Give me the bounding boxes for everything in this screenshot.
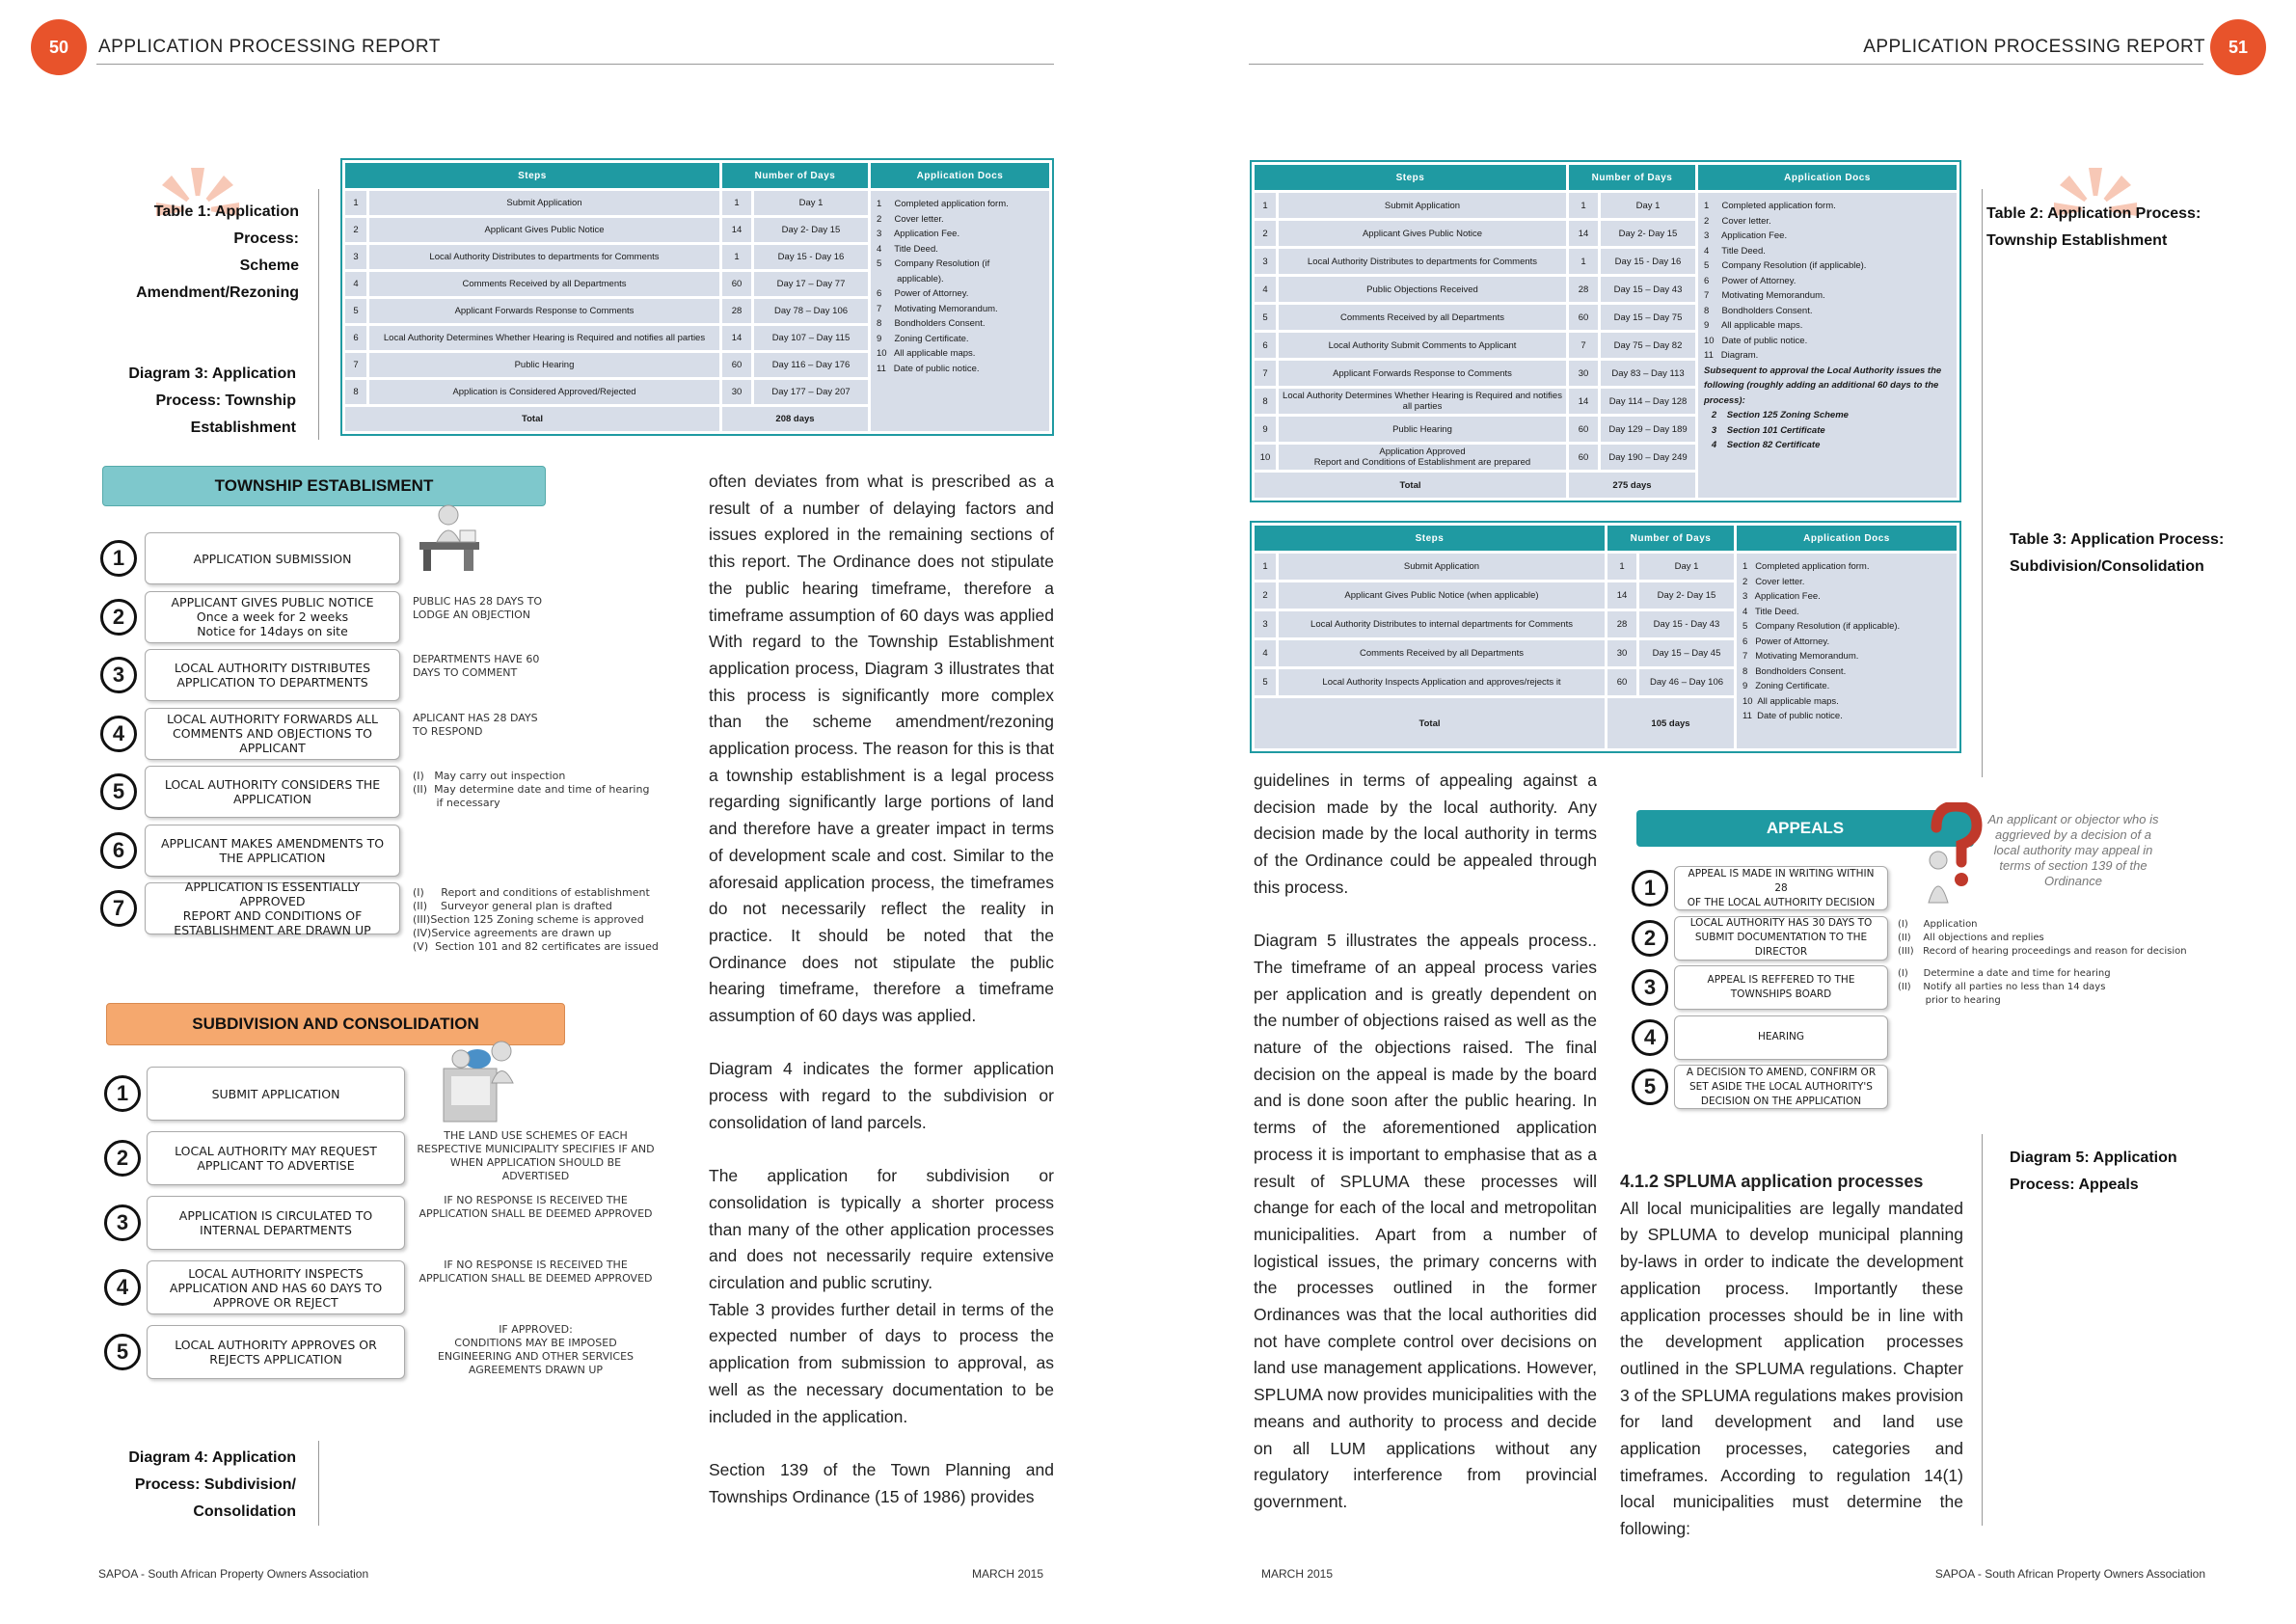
caption-line: Township Establishment bbox=[1986, 232, 2168, 249]
doc-item: 5 Company Resolution (if applicable). bbox=[1704, 260, 1867, 271]
step-note: IF NO RESPONSE IS RECEIVED THE APPLICATION SHALL BE DEEMED APPROVED bbox=[419, 1194, 653, 1220]
step-range: Day 15 - Day 43 bbox=[1639, 611, 1734, 637]
caption-line: Process: Appeals bbox=[2010, 1177, 2139, 1193]
th-steps: Steps bbox=[1255, 165, 1566, 190]
caption-line: Table 2: Application Process: bbox=[1986, 205, 2201, 222]
left-body-column bbox=[709, 469, 1054, 1537]
caption-line: Scheme Amendment/Rezoning bbox=[136, 257, 299, 301]
step-number: 3 bbox=[1255, 249, 1276, 274]
step-number: 4 bbox=[1255, 277, 1276, 302]
step-number-circle: 1 bbox=[104, 1075, 141, 1112]
step-number: 10 bbox=[1255, 445, 1276, 470]
step-days: 14 bbox=[722, 218, 751, 242]
step-range: Day 2- Day 15 bbox=[1639, 582, 1734, 609]
question-figure-icon bbox=[1919, 802, 1986, 908]
step-box bbox=[145, 708, 400, 760]
step-text: SUBMIT APPLICATION bbox=[211, 1086, 340, 1101]
body-paragraph: Diagram 4 indicates the former application process with regard to the subdivision or consolidation of land parcels. bbox=[709, 1059, 1054, 1132]
step-range: Day 15 – Day 45 bbox=[1639, 640, 1734, 666]
footer-left-date: MARCH 2015 bbox=[972, 1567, 1044, 1581]
doc-item: 2 Section 125 Zoning Scheme bbox=[1704, 410, 1849, 420]
step-range: Day 116 – Day 176 bbox=[754, 353, 868, 377]
step-number: 9 bbox=[1255, 417, 1276, 442]
caption-rule bbox=[318, 1441, 319, 1526]
caption-rule bbox=[1982, 189, 1983, 777]
step-days: 1 bbox=[722, 245, 751, 269]
doc-item: 9 Zoning Certificate. bbox=[1742, 681, 1830, 691]
body-paragraph: Section 139 of the Town Planning and Townships Ordinance (15 of 1986) provides bbox=[709, 1459, 1054, 1506]
doc-item: 7 Motivating Memorandum. bbox=[1704, 290, 1825, 301]
step-number-circle: 1 bbox=[100, 540, 137, 577]
step-days: 30 bbox=[1569, 361, 1598, 386]
footer-right-org: SAPOA - South African Property Owners Association bbox=[1934, 1567, 2205, 1581]
step-days: 28 bbox=[722, 299, 751, 323]
step-number-circle: 5 bbox=[104, 1334, 141, 1370]
th-steps: Steps bbox=[345, 163, 719, 188]
th-docs: Application Docs bbox=[1737, 526, 1957, 551]
application-docs bbox=[871, 191, 1049, 431]
step-name: Public Hearing bbox=[1279, 417, 1566, 442]
step-box bbox=[147, 1196, 405, 1250]
step-number-circle: 2 bbox=[100, 599, 137, 636]
step-box bbox=[145, 766, 400, 818]
step-days: 60 bbox=[1569, 305, 1598, 330]
table-row bbox=[1255, 554, 1957, 580]
doc-note: Subsequent to approval the Local Authority issues the following (roughly adding an additional 60 days to the process): bbox=[1704, 365, 1942, 406]
step-range: Day 114 – Day 128 bbox=[1601, 389, 1695, 414]
body-paragraph: Diagram 5 illustrates the appeals process.. The timeframe of an appeal process varies per application and is greatly dependent on the number of objections raised as well as the nature of the objections raised. The final decision on the appeal is made by the board and is done soon after the public hearing. In terms of the aforementioned application process it is important to emphasise that as a result of SPLUMA these processes will change for each of the local and metropolitan municipalities. Apart from a number of logistical issues, the primary concerns with the processes outlined in the former Ordinances was that the local authorities did not have complete control over decisions on land use management applications. However, SPLUMA now provides municipalities with the means and authority to process and decide on all LUM applications without any regulatory interference from provincial government. bbox=[1254, 931, 1597, 1511]
doc-item: 3 Application Fee. bbox=[1704, 230, 1788, 241]
step-number-circle: 6 bbox=[100, 832, 137, 869]
footer-right-date: MARCH 2015 bbox=[1261, 1567, 1334, 1581]
caption-line: Consolidation bbox=[193, 1503, 296, 1520]
step-name: Local Authority Inspects Application and approves/rejects it bbox=[1279, 669, 1605, 695]
step-number: 6 bbox=[345, 326, 366, 350]
step-number-circle: 2 bbox=[104, 1140, 141, 1177]
step-number: 6 bbox=[1255, 333, 1276, 358]
step-number: 1 bbox=[1255, 193, 1276, 218]
step-text: LOCAL AUTHORITY DISTRIBUTES APPLICATION TO DEPARTMENTS bbox=[174, 661, 371, 690]
table1 bbox=[340, 158, 1054, 436]
step-number: 5 bbox=[1255, 669, 1276, 695]
table1-caption bbox=[96, 199, 299, 307]
step-days: 30 bbox=[722, 380, 751, 404]
doc-item: 3 Application Fee. bbox=[877, 229, 960, 239]
step-range: Day 15 - Day 16 bbox=[1601, 249, 1695, 274]
doc-item: 11 Date of public notice. bbox=[1742, 711, 1843, 721]
doc-item: 2 Cover letter. bbox=[1742, 576, 1805, 587]
step-range: Day 107 – Day 115 bbox=[754, 326, 868, 350]
doc-item: 10 All applicable maps. bbox=[1742, 695, 1839, 707]
step-days: 14 bbox=[722, 326, 751, 350]
step-range: Day 1 bbox=[754, 191, 868, 215]
step-text: LOCAL AUTHORITY CONSIDERS THE APPLICATION bbox=[164, 777, 381, 806]
doc-item: 7 Motivating Memorandum. bbox=[1742, 651, 1859, 662]
doc-item: 4 Title Deed. bbox=[1742, 606, 1799, 617]
step-number: 4 bbox=[1255, 640, 1276, 666]
step-text: APPLICANT MAKES AMENDMENTS TO THE APPLICATION bbox=[160, 835, 385, 865]
diagram5-caption bbox=[2010, 1145, 2241, 1199]
step-days: 28 bbox=[1569, 277, 1598, 302]
doc-item: 1 Completed application form. bbox=[877, 199, 1009, 209]
step-note: (I) Determine a date and time for hearing (II) Notify all parties no less than 14 days prior to hearing bbox=[1898, 968, 2111, 1006]
th-docs: Application Docs bbox=[1698, 165, 1957, 190]
doc-item: 10 Date of public notice. bbox=[1704, 335, 1808, 346]
step-note: THE LAND USE SCHEMES OF EACH RESPECTIVE MUNICIPALITY SPECIFIES IF AND WHEN APPLICATION SHOULD BE ADVERTISED bbox=[417, 1129, 655, 1182]
page-number: 51 bbox=[2228, 37, 2249, 57]
step-number: 1 bbox=[345, 191, 366, 215]
page-header-left: APPLICATION PROCESSING REPORT bbox=[98, 37, 441, 57]
step-box bbox=[147, 1131, 405, 1185]
step-number-circle: 4 bbox=[1632, 1019, 1668, 1056]
step-name: Submit Application bbox=[1279, 193, 1566, 218]
step-name: Applicant Gives Public Notice bbox=[1279, 221, 1566, 246]
step-text: APPLICANT GIVES PUBLIC NOTICE Once a week for 2 weeks Notice for 14days on site bbox=[171, 595, 374, 638]
step-box bbox=[1674, 965, 1888, 1010]
step-number: 8 bbox=[345, 380, 366, 404]
doc-item: 9 All applicable maps. bbox=[1704, 320, 1803, 331]
step-name: Local Authority Determines Whether Hearing is Required and notifies all parties bbox=[369, 326, 719, 350]
step-box bbox=[145, 880, 400, 937]
th-steps: Steps bbox=[1255, 526, 1605, 551]
step-text: HEARING bbox=[1757, 1031, 1805, 1042]
step-text: A DECISION TO AMEND, CONFIRM OR SET ASIDE THE LOCAL AUTHORITY'S DECISION ON THE APPLICATION bbox=[1686, 1066, 1877, 1107]
step-days: 60 bbox=[722, 272, 751, 296]
step-name: Application is Considered Approved/Rejected bbox=[369, 380, 719, 404]
step-name: Public Objections Received bbox=[1279, 277, 1566, 302]
step-range: Day 15 – Day 43 bbox=[1601, 277, 1695, 302]
step-range: Day 2- Day 15 bbox=[754, 218, 868, 242]
step-number-circle: 2 bbox=[1632, 920, 1668, 957]
step-number: 8 bbox=[1255, 389, 1276, 414]
step-days: 14 bbox=[1569, 221, 1598, 246]
caption-line: Process: Subdivision/ bbox=[134, 1476, 296, 1493]
step-days: 28 bbox=[1607, 611, 1636, 637]
doc-item: 8 Bondholders Consent. bbox=[1704, 305, 1813, 316]
step-note: DEPARTMENTS HAVE 60 DAYS TO COMMENT bbox=[413, 653, 540, 679]
body-paragraph: guidelines in terms of appealing against a decision made by the local authority. Any decision made by the local authority in terms of the Ordinance could be appealed through this process. bbox=[1254, 771, 1597, 897]
step-number: 7 bbox=[345, 353, 366, 377]
diagram3-title: TOWNSHIP ESTABLISMENT bbox=[102, 466, 546, 506]
table2-body bbox=[1255, 193, 1957, 498]
step-name: Applicant Gives Public Notice (when applicable) bbox=[1279, 582, 1605, 609]
step-number-circle: 7 bbox=[100, 890, 137, 927]
caption-line: Process: Township bbox=[155, 392, 296, 409]
doc-item: 10 All applicable maps. bbox=[877, 348, 976, 359]
doc-item: 8 Bondholders Consent. bbox=[877, 318, 986, 329]
diagram3-caption bbox=[96, 361, 296, 442]
step-box bbox=[147, 1325, 405, 1379]
step-name: Comments Received by all Departments bbox=[369, 272, 719, 296]
table1-body bbox=[345, 191, 1049, 431]
body-paragraph: The application for subdivision or consolidation is typically a shorter process than many of the other application processes and does not necessarily require extensive circulation and public scrutiny. bbox=[709, 1166, 1054, 1293]
caption-line: Diagram 4: Application bbox=[128, 1449, 296, 1466]
step-note: PUBLIC HAS 28 DAYS TO LODGE AN OBJECTION bbox=[413, 594, 543, 621]
step-name: Local Authority Distributes to departments for Comments bbox=[369, 245, 719, 269]
doc-item: 3 Section 101 Certificate bbox=[1704, 424, 1825, 436]
table3-caption bbox=[2010, 527, 2241, 581]
step-number-circle: 3 bbox=[100, 657, 137, 693]
doc-item: 1 Completed application form. bbox=[1742, 561, 1870, 572]
header-rule-left bbox=[96, 64, 1054, 65]
step-name: Submit Application bbox=[369, 191, 719, 215]
doc-item: 1 Completed application form. bbox=[1704, 201, 1836, 211]
desk-figure-icon bbox=[410, 501, 487, 574]
step-days: 7 bbox=[1569, 333, 1598, 358]
step-name: Local Authority Determines Whether Hearing is Required and notifies all parties bbox=[1279, 389, 1566, 414]
doc-item: 7 Motivating Memorandum. bbox=[877, 303, 998, 314]
step-range: Day 46 – Day 106 bbox=[1639, 669, 1734, 695]
step-number-circle: 1 bbox=[1632, 870, 1668, 907]
step-name: Applicant Gives Public Notice bbox=[369, 218, 719, 242]
step-range: Day 15 - Day 16 bbox=[754, 245, 868, 269]
step-days: 1 bbox=[1569, 249, 1598, 274]
application-docs bbox=[1698, 193, 1957, 498]
step-number-circle: 4 bbox=[104, 1269, 141, 1306]
body-paragraph: All local municipalities are legally mandated by SPLUMA to develop municipal planning by-laws in order to indicate the development application process. Importantly these application processes should be in line with the development application processes outlined in the SPLUMA regulations. Chapter 3 of the SPLUMA regulations makes provision for land development and land use application processes, categories and timeframes. According to regulation 14(1) local municipalities must determine the following: bbox=[1620, 1198, 1964, 1539]
table3-body bbox=[1255, 554, 1957, 748]
step-range: Day 1 bbox=[1639, 554, 1734, 580]
step-days: 14 bbox=[1607, 582, 1636, 609]
step-range: Day 1 bbox=[1601, 193, 1695, 218]
step-range: Day 129 – Day 189 bbox=[1601, 417, 1695, 442]
step-text: APPLICATION IS CIRCULATED TO INTERNAL DEPARTMENTS bbox=[178, 1208, 373, 1237]
doc-item: 3 Application Fee. bbox=[1742, 591, 1821, 602]
step-name: Applicant Forwards Response to Comments bbox=[369, 299, 719, 323]
step-name: Local Authority Submit Comments to Applicant bbox=[1279, 333, 1566, 358]
step-days: 14 bbox=[1569, 389, 1598, 414]
doc-item: 6 Power of Attorney. bbox=[1742, 636, 1830, 647]
step-box bbox=[145, 591, 400, 643]
step-box bbox=[147, 1260, 405, 1314]
step-text: APPEAL IS REFFERED TO THE TOWNSHIPS BOARD bbox=[1707, 974, 1855, 1000]
th-days: Number of Days bbox=[1569, 165, 1695, 190]
diagram4-caption bbox=[96, 1445, 296, 1526]
step-text: APPLICATION IS ESSENTIALLY APPROVED REPORT AND CONDITIONS OF ESTABLISHMENT ARE DRAWN UP bbox=[174, 880, 371, 937]
doc-item: 4 Title Deed. bbox=[877, 243, 938, 255]
step-note: (I) Application (II) All objections and replies (III) Record of hearing proceedings and reason for decision bbox=[1898, 918, 2187, 957]
caption-line: Diagram 3: Application bbox=[128, 365, 296, 382]
caption-line: Subdivision/Consolidation bbox=[2010, 558, 2204, 575]
table2-caption bbox=[1986, 201, 2208, 255]
total-label: Total bbox=[1255, 698, 1605, 748]
diagram4-title: SUBDIVISION AND CONSOLIDATION bbox=[106, 1003, 565, 1045]
footer-left-org: SAPOA - South African Property Owners Association bbox=[98, 1567, 369, 1581]
caption-rule bbox=[318, 189, 319, 440]
step-note: APLICANT HAS 28 DAYS TO RESPOND bbox=[413, 711, 538, 738]
step-name: Local Authority Distributes to internal departments for Comments bbox=[1279, 611, 1605, 637]
body-paragraph: often deviates from what is prescribed as a result of a number of delaying factors and issues explored in the remaining sections of this report. The Ordinance does not stipulate the public hearing timeframe, therefore a timeframe assumption of 60 days was applied With regard to the Township Establishment application process, Diagram 3 illustrates that this process is significantly more complex than the scheme amendment/rezoning application process. The reason for this is that a township establishment is a legal process regarding significantly large portions of land and therefore have a greater impact in terms of development scale and cost. Similar to the aforesaid application process, the timeframes do not necessarily reflect the reality in practice. It should be noted that the Ordinance does not stipulate the public hearing timeframe, therefore a timeframe assumption of 60 days was applied. bbox=[709, 472, 1054, 1026]
step-box bbox=[1674, 1015, 1888, 1060]
step-days: 1 bbox=[722, 191, 751, 215]
step-box bbox=[145, 825, 400, 877]
th-days: Number of Days bbox=[1607, 526, 1734, 551]
total-value: 105 days bbox=[1607, 698, 1734, 748]
computer-figure-icon bbox=[424, 1030, 535, 1126]
step-range: Day 190 – Day 249 bbox=[1601, 445, 1695, 470]
step-days: 1 bbox=[1569, 193, 1598, 218]
step-box bbox=[147, 1067, 405, 1121]
step-text: LOCAL AUTHORITY HAS 30 DAYS TO SUBMIT DOCUMENTATION TO THE DIRECTOR bbox=[1689, 917, 1873, 958]
caption-line: Table 3: Application Process: bbox=[2010, 531, 2225, 548]
step-number: 3 bbox=[1255, 611, 1276, 637]
doc-item: 5 Company Resolution (if bbox=[877, 258, 990, 269]
doc-item: 5 Company Resolution (if applicable). bbox=[1742, 621, 1901, 632]
step-range: Day 78 – Day 106 bbox=[754, 299, 868, 323]
step-box bbox=[1674, 1065, 1888, 1109]
step-note: (I) May carry out inspection (II) May determine date and time of hearing if necessary bbox=[413, 770, 650, 809]
step-note: (I) Report and conditions of establishment (II) Surveyor general plan is drafted (III)Section 125 Zoning scheme is approved (IV)Service agreements are drawn up (V) Section 101 and 82 certificates are issued bbox=[413, 886, 659, 953]
step-range: Day 2- Day 15 bbox=[1601, 221, 1695, 246]
page-number-badge-right bbox=[2210, 19, 2266, 75]
step-number: 5 bbox=[345, 299, 366, 323]
step-name: Comments Received by all Departments bbox=[1279, 640, 1605, 666]
table-row bbox=[1255, 193, 1957, 218]
diagram5-title: APPEALS bbox=[1636, 810, 1974, 847]
step-number: 1 bbox=[1255, 554, 1276, 580]
table2 bbox=[1250, 160, 1961, 502]
step-number-circle: 3 bbox=[1632, 969, 1668, 1006]
step-number-circle: 5 bbox=[100, 773, 137, 810]
total-value: 275 days bbox=[1569, 473, 1695, 498]
step-days: 1 bbox=[1607, 554, 1636, 580]
doc-item: 9 Zoning Certificate. bbox=[877, 333, 969, 344]
step-name: Application Approved Report and Conditions of Establishment are prepared bbox=[1279, 445, 1566, 470]
step-range: Day 17 – Day 77 bbox=[754, 272, 868, 296]
step-name: Applicant Forwards Response to Comments bbox=[1279, 361, 1566, 386]
step-range: Day 75 – Day 82 bbox=[1601, 333, 1695, 358]
doc-item: 8 Bondholders Consent. bbox=[1742, 665, 1847, 677]
total-label: Total bbox=[345, 407, 719, 431]
caption-rule bbox=[1982, 1134, 1983, 1526]
th-docs: Application Docs bbox=[871, 163, 1049, 188]
step-name: Local Authority Distributes to departments for Comments bbox=[1279, 249, 1566, 274]
step-number-circle: 4 bbox=[100, 716, 137, 752]
doc-item: 11 Date of public notice. bbox=[877, 363, 980, 374]
step-box bbox=[1674, 866, 1888, 910]
step-number: 2 bbox=[345, 218, 366, 242]
doc-item: applicable). bbox=[877, 273, 944, 284]
step-number: 7 bbox=[1255, 361, 1276, 386]
doc-item: 2 Cover letter. bbox=[1704, 215, 1771, 227]
step-name: Submit Application bbox=[1279, 554, 1605, 580]
step-note: IF NO RESPONSE IS RECEIVED THE APPLICATION SHALL BE DEEMED APPROVED bbox=[419, 1259, 653, 1285]
step-text: LOCAL AUTHORITY MAY REQUEST APPLICANT TO ADVERTISE bbox=[175, 1144, 377, 1173]
step-name: Comments Received by all Departments bbox=[1279, 305, 1566, 330]
page-number-badge-left bbox=[31, 19, 87, 75]
doc-item: 4 Section 82 Certificate bbox=[1704, 440, 1821, 450]
total-value: 208 days bbox=[722, 407, 868, 431]
section-heading: 4.1.2 SPLUMA application processes bbox=[1620, 1172, 1924, 1191]
doc-item: 2 Cover letter. bbox=[877, 213, 944, 225]
step-days: 30 bbox=[1607, 640, 1636, 666]
step-text: LOCAL AUTHORITY FORWARDS ALL COMMENTS AND OBJECTIONS TO APPLICANT bbox=[167, 712, 378, 755]
caption-line: Diagram 5: Application bbox=[2010, 1150, 2177, 1166]
step-box bbox=[145, 532, 400, 584]
total-label: Total bbox=[1255, 473, 1566, 498]
caption-line: Table 1: Application Process: bbox=[153, 203, 299, 247]
page-number: 50 bbox=[48, 37, 69, 57]
right-body-column-2 bbox=[1620, 1169, 1963, 1543]
step-number-circle: 5 bbox=[1632, 1069, 1668, 1105]
step-text: APPLICATION SUBMISSION bbox=[193, 551, 352, 566]
step-days: 60 bbox=[722, 353, 751, 377]
doc-item: 6 Power of Attorney. bbox=[877, 288, 969, 299]
doc-item: 6 Power of Attorney. bbox=[1704, 275, 1796, 286]
step-number-circle: 3 bbox=[104, 1204, 141, 1241]
step-range: Day 83 – Day 113 bbox=[1601, 361, 1695, 386]
table3 bbox=[1250, 521, 1961, 753]
right-body-column-1 bbox=[1254, 768, 1597, 1542]
page-header-right: APPLICATION PROCESSING REPORT bbox=[1863, 37, 2205, 57]
step-box bbox=[1674, 916, 1888, 961]
appeals-quote: An applicant or objector who is aggrieved by a decision of a local authority may appeal in terms of section 139 of the Ordinance bbox=[1987, 812, 2159, 888]
step-number: 4 bbox=[345, 272, 366, 296]
table-row bbox=[345, 191, 1049, 215]
step-text: APPEAL IS MADE IN WRITING WITHIN 28 OF THE LOCAL AUTHORITY DECISION bbox=[1687, 867, 1876, 908]
step-number: 5 bbox=[1255, 305, 1276, 330]
th-days: Number of Days bbox=[722, 163, 868, 188]
step-number: 3 bbox=[345, 245, 366, 269]
step-range: Day 15 – Day 75 bbox=[1601, 305, 1695, 330]
step-note: IF APPROVED: CONDITIONS MAY BE IMPOSED ENGINEERING AND OTHER SERVICES AGREEMENTS DRAWN UP bbox=[437, 1323, 635, 1376]
step-range: Day 177 – Day 207 bbox=[754, 380, 868, 404]
step-text: LOCAL AUTHORITY INSPECTS APPLICATION AND HAS 60 DAYS TO APPROVE OR REJECT bbox=[169, 1265, 383, 1310]
step-number: 2 bbox=[1255, 582, 1276, 609]
step-days: 60 bbox=[1569, 417, 1598, 442]
step-box bbox=[145, 649, 400, 701]
step-days: 60 bbox=[1607, 669, 1636, 695]
header-rule-right bbox=[1249, 64, 2203, 65]
application-docs bbox=[1737, 554, 1957, 748]
caption-line: Establishment bbox=[190, 420, 296, 436]
body-paragraph: Table 3 provides further detail in terms of the expected number of days to process the application from submission to approval, as well as the necessary documentation to be included in the application. bbox=[709, 1299, 1054, 1426]
doc-item: 11 Diagram. bbox=[1704, 350, 1759, 361]
step-days: 60 bbox=[1569, 445, 1598, 470]
step-name: Public Hearing bbox=[369, 353, 719, 377]
step-number: 2 bbox=[1255, 221, 1276, 246]
doc-item: 4 Title Deed. bbox=[1704, 245, 1766, 257]
step-text: LOCAL AUTHORITY APPROVES OR REJECTS APPLICATION bbox=[175, 1338, 377, 1367]
